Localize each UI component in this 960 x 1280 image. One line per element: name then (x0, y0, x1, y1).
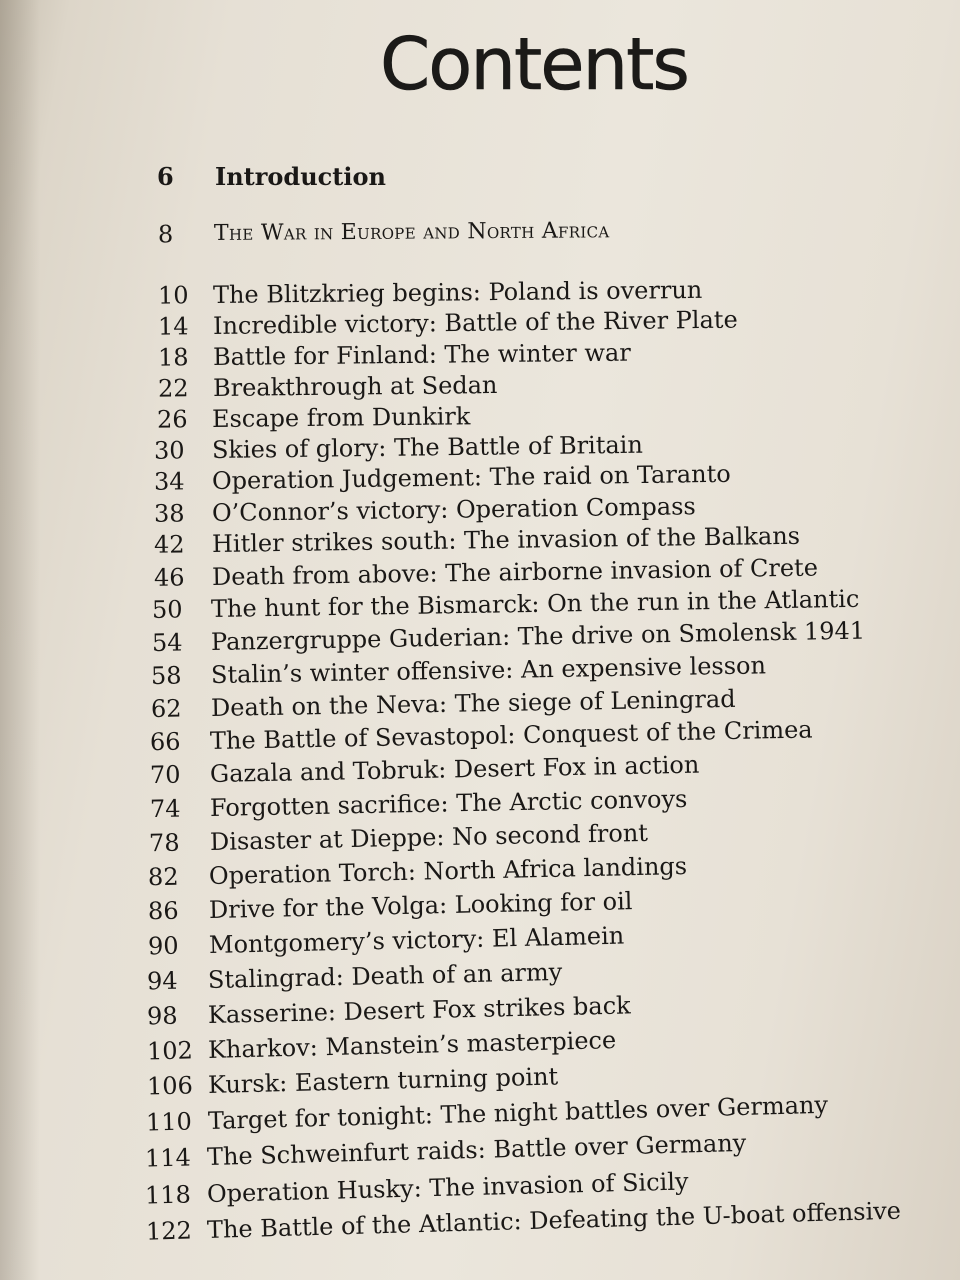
toc-entry-title: Drive for the Volga: Looking for oil (208, 887, 633, 924)
toc-entry-title: Montgomery’s victory: El Alamein (208, 921, 625, 959)
toc-entry-title: Breakthrough at Sedan (212, 371, 498, 402)
toc-page-number: 10 (157, 281, 189, 310)
toc-entry-title: Hitler strikes south: The invasion of the Balkans (211, 521, 801, 558)
toc-page-number: 122 (145, 1216, 193, 1246)
toc-entry-title: Stalingrad: Death of an army (207, 957, 563, 994)
toc-page-number: 38 (153, 499, 185, 528)
toc-entry-title: Operation Torch: North Africa landings (208, 851, 688, 890)
toc-entry-title: Operation Husky: The invasion of Sicily (206, 1167, 689, 1208)
toc-page-number: 86 (147, 896, 179, 926)
toc-entry (147, 921, 625, 961)
toc-entry (147, 851, 688, 892)
toc-entry (146, 991, 631, 1031)
toc-page-number: 74 (149, 794, 181, 824)
toc-entry (150, 684, 736, 724)
page-title: Contents (380, 22, 688, 106)
toc-entry (146, 1026, 617, 1066)
toc-page-number: 62 (150, 694, 182, 724)
toc-entry-title: Introduction (215, 162, 386, 191)
toc-entry (149, 750, 700, 790)
toc-page-number: 18 (157, 343, 189, 372)
toc-entry-title: Kharkov: Manstein’s masterpiece (207, 1026, 617, 1064)
toc-entry-title: Incredible victory: Battle of the River Plate (212, 305, 738, 340)
toc-page-number: 70 (149, 760, 181, 790)
toc-entry-title: Escape from Dunkirk (211, 402, 471, 433)
toc-page-number: 102 (146, 1036, 194, 1066)
toc-entry (157, 338, 631, 372)
toc-entry (157, 371, 498, 403)
toc-entry-introduction (157, 162, 386, 191)
toc-entry-title: Disaster at Dieppe: No second front (209, 818, 649, 856)
toc-page-number: 54 (151, 628, 183, 658)
toc-entry-title: Panzergruppe Guderian: The drive on Smolensk 1941 (210, 616, 866, 656)
toc-page-number: 14 (157, 312, 189, 341)
toc-entry (144, 1167, 689, 1210)
toc-entry (146, 957, 563, 996)
toc-entry-title: The Battle of Sevastopol: Conquest of the Crimea (209, 715, 813, 755)
toc-entry (157, 275, 703, 310)
toc-entry (153, 553, 819, 592)
toc-entry-title: Gazala and Tobruk: Desert Fox in action (209, 750, 700, 788)
toc-entry (149, 784, 688, 824)
toc-entry (151, 616, 866, 658)
toc-page-number: 34 (153, 467, 185, 496)
toc-entry-title: The Blitzkrieg begins: Poland is overrun (212, 275, 703, 309)
toc-page-number: 30 (153, 436, 185, 465)
toc-page-number: 94 (146, 966, 178, 996)
toc-entry (151, 584, 860, 624)
toc-entry-title: Kursk: Eastern turning point (207, 1062, 559, 1099)
toc-page-number: 50 (151, 595, 183, 624)
toc-entry-title: Forgotten sacrifice: The Arctic convoys (209, 784, 688, 822)
toc-page-number: 118 (144, 1180, 192, 1210)
toc-page-number: 90 (147, 931, 179, 961)
toc-entry (153, 492, 696, 528)
toc-entry (150, 651, 767, 691)
toc-entry (153, 459, 731, 496)
toc-page-number: 106 (146, 1071, 194, 1101)
toc-page-number: 98 (146, 1001, 178, 1031)
toc-entry (144, 1128, 747, 1173)
toc-page-number: 42 (153, 530, 185, 559)
toc-entry (146, 1062, 559, 1101)
toc-page-number: 66 (149, 727, 181, 757)
toc-entry (157, 305, 738, 341)
toc-entry-section-heading (157, 217, 610, 249)
toc-entry-title: O’Connor’s victory: Operation Compass (211, 492, 696, 527)
toc-entry-title: Target for tonight: The night battles over Germany (207, 1090, 829, 1135)
toc-entry (148, 818, 649, 858)
toc-entry (156, 402, 471, 434)
toc-entry (147, 887, 633, 926)
toc-page-number: 22 (157, 374, 189, 403)
toc-entry-title: Stalin’s winter offensive: An expensive lesson (210, 651, 767, 689)
toc-page-number: 78 (148, 828, 180, 858)
toc-entry-title: Operation Judgement: The raid on Taranto (211, 459, 731, 495)
toc-entry-title: The hunt for the Bismarck: On the run in the Atlantic (210, 584, 860, 623)
toc-page-number: 58 (150, 661, 182, 691)
toc-page-number: 6 (157, 162, 174, 191)
toc-entry-title: Skies of glory: The Battle of Britain (211, 430, 644, 464)
toc-entry (153, 521, 801, 559)
toc-entry-title: Death on the Neva: The siege of Leningrad (210, 684, 736, 722)
toc-entry (149, 715, 813, 757)
toc-entry-title: The Battle of the Atlantic: Defeating the U-boat offensive (206, 1196, 902, 1244)
toc-entry-title: Battle for Finland: The winter war (212, 338, 631, 371)
toc-page-number: 110 (145, 1107, 193, 1137)
toc-entry-title: The War in Europe and North Africa (213, 218, 610, 246)
toc-page-number: 82 (147, 862, 179, 892)
toc-entry-title: Death from above: The airborne invasion of Crete (211, 553, 819, 591)
toc-page-number: 8 (157, 220, 174, 249)
toc-page-number: 26 (156, 405, 188, 434)
toc-entry-title: The Schweinfurt raids: Battle over Germany (206, 1128, 747, 1171)
toc-entry (153, 430, 644, 465)
toc-page-number: 114 (144, 1143, 192, 1173)
toc-page-number: 46 (153, 563, 185, 592)
toc-entry-title: Kasserine: Desert Fox strikes back (207, 991, 631, 1029)
